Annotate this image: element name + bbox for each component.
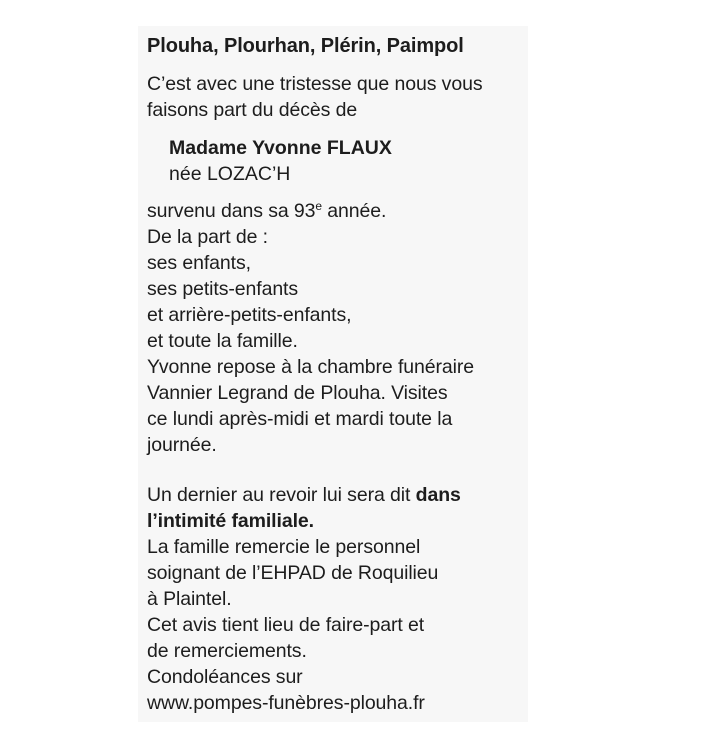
family-line: Vannier Legrand de Plouha. Visites <box>147 382 448 404</box>
closing-paragraph <box>147 482 461 716</box>
farewell-line <box>147 482 461 508</box>
age-line <box>147 198 474 224</box>
age-text: survenu dans sa 93 <box>147 200 316 222</box>
farewell-text: Un dernier au revoir lui sera dit <box>147 484 416 506</box>
closing-line: à Plaintel. <box>147 588 232 610</box>
closing-line: Condoléances sur <box>147 666 303 688</box>
closing-line: La famille remercie le personnel <box>147 536 421 558</box>
age-superscript: e <box>315 199 322 213</box>
maiden-name: née LOZAC’H <box>169 163 291 185</box>
farewell-bold: dans <box>415 484 461 506</box>
family-line: et toute la famille. <box>147 330 298 352</box>
locations-heading: Plouha, Plourhan, Plérin, Paimpol <box>147 35 464 57</box>
family-line: ce lundi après-midi et mardi toute la <box>147 408 453 430</box>
farewell-line-bold <box>147 508 461 534</box>
deceased-name: Madame Yvonne FLAUX <box>169 137 392 159</box>
intro-line: faisons part du décès de <box>147 99 358 121</box>
farewell-bold: l’intimité familiale. <box>147 510 314 532</box>
family-line: De la part de : <box>147 226 268 248</box>
family-line: et arrière-petits-enfants, <box>147 304 352 326</box>
intro-line: C’est avec une tristesse que nous vous <box>147 73 483 95</box>
deceased-block <box>169 135 392 187</box>
age-text-end: année. <box>321 200 387 222</box>
closing-line: soignant de l’EHPAD de Roquilieu <box>147 562 439 584</box>
family-line: ses enfants, <box>147 252 251 274</box>
family-line: ses petits-enfants <box>147 278 299 300</box>
closing-line: de remerciements. <box>147 640 307 662</box>
intro-paragraph <box>147 71 482 123</box>
family-line: Yvonne repose à la chambre funéraire <box>147 356 475 378</box>
closing-line: Cet avis tient lieu de faire-part et <box>147 614 425 636</box>
details-paragraph <box>147 198 474 458</box>
family-line: journée. <box>147 434 217 456</box>
website-url: www.pompes-funèbres-plouha.fr <box>147 692 425 714</box>
